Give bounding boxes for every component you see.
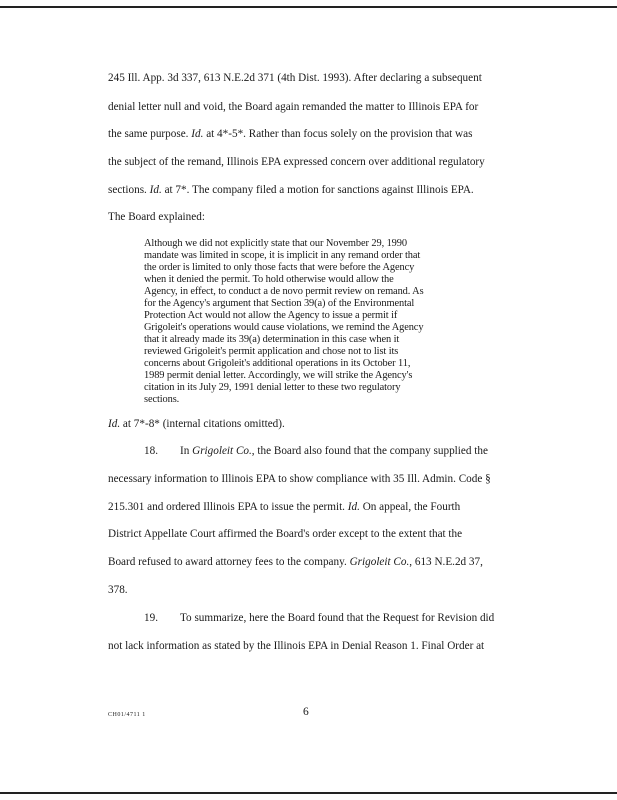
para-19-line-2: not lack information as stated by the Illinois EPA in Denial Reason 1. Final Order at bbox=[108, 640, 485, 652]
para-18-line-4: District Appellate Court affirmed the Board's order except to the extent that the bbox=[108, 528, 463, 540]
quote-line: that it already made its 39(a) determination in this case when it bbox=[144, 334, 400, 345]
id-citation: Id. bbox=[191, 128, 204, 140]
para-18-line-2: necessary information to Illinois EPA to show compliance with 35 Ill. Admin. Code § bbox=[108, 473, 491, 485]
body-line-1: 245 Ill. App. 3d 337, 613 N.E.2d 371 (4th Dist. 1993). After declaring a subsequent bbox=[108, 72, 482, 84]
body-line-3: the same purpose. Id. at 4*-5*. Rather than focus solely on the provision that was bbox=[108, 128, 473, 140]
quote-line: Protection Act would not allow the Agency to issue a permit if bbox=[144, 310, 398, 321]
id-citation: Id. bbox=[149, 184, 162, 196]
page-number: 6 bbox=[303, 706, 309, 718]
paragraph-number: 19. bbox=[144, 612, 158, 624]
quote-line: reviewed Grigoleit's permit application and chose not to list its bbox=[144, 346, 399, 357]
para-18-line-1: 18. In Grigoleit Co., the Board also found that the company supplied the bbox=[144, 445, 488, 457]
case-name: Grigoleit Co. bbox=[192, 445, 252, 457]
body-line-4: the subject of the remand, Illinois EPA expressed concern over additional regulatory bbox=[108, 156, 485, 168]
quote-line: the order is limited to only those facts that were before the Agency bbox=[144, 262, 415, 273]
case-name: Grigoleit Co. bbox=[349, 556, 410, 568]
quote-line: Grigoleit's operations would cause violations, we remind the Agency bbox=[144, 322, 424, 333]
quote-line: citation in its July 29, 1991 denial letter to these two regulatory bbox=[144, 382, 401, 393]
bottom-scan-border bbox=[0, 792, 617, 794]
quote-line: sections. bbox=[144, 394, 180, 405]
document-id: CH01/4711 1 bbox=[108, 712, 146, 718]
para-18-line-5: Board refused to award attorney fees to the company. Grigoleit Co., 613 N.E.2d 37, bbox=[108, 556, 483, 568]
para-19-line-1: 19. To summarize, here the Board found that the Request for Revision did bbox=[144, 612, 495, 624]
para-18-line-6: 378. bbox=[108, 584, 128, 596]
paragraph-number: 18. bbox=[144, 445, 158, 457]
quote-line: when it denied the permit. To hold otherwise would allow the bbox=[144, 274, 394, 285]
body-line-5: sections. Id. at 7*. The company filed a motion for sanctions against Illinois EPA. bbox=[108, 184, 474, 196]
quote-line: mandate was limited in scope, it is implicit in any remand order that bbox=[144, 250, 421, 261]
quote-citation: Id. at 7*-8* (internal citations omitted). bbox=[108, 418, 285, 430]
quote-line: for the Agency's argument that Section 39(a) of the Environmental bbox=[144, 298, 415, 309]
body-line-2: denial letter null and void, the Board again remanded the matter to Illinois EPA for bbox=[108, 101, 479, 113]
quote-line: concerns about Grigoleit's additional operations in its October 11, bbox=[144, 358, 411, 369]
quote-line: Although we did not explicitly state that our November 29, 1990 bbox=[144, 238, 407, 249]
quote-line: Agency, in effect, to conduct a de novo permit review on remand. As bbox=[144, 286, 424, 297]
para-18-line-3: 215.301 and ordered Illinois EPA to issue the permit. Id. On appeal, the Fourth bbox=[108, 501, 461, 513]
top-scan-border bbox=[0, 6, 617, 8]
body-line-6: The Board explained: bbox=[108, 211, 205, 223]
quote-line: 1989 permit denial letter. Accordingly, we will strike the Agency's bbox=[144, 370, 413, 381]
